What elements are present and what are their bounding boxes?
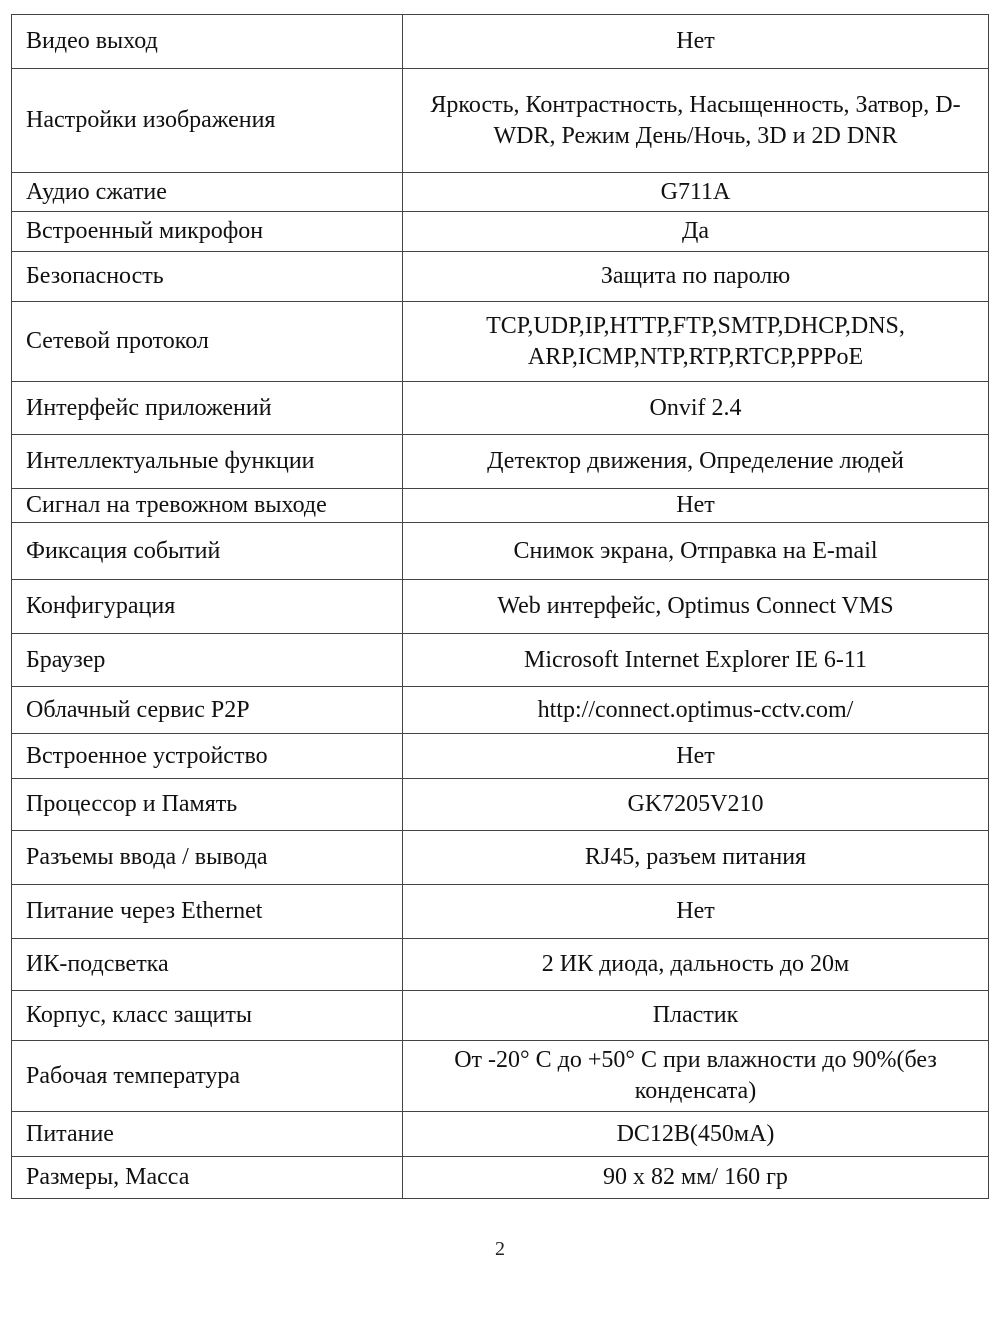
spec-value: 90 х 82 мм/ 160 гр [403, 1157, 989, 1199]
spec-value: Нет [403, 734, 989, 779]
spec-label: Питание через Ethernet [12, 885, 403, 939]
spec-value: Снимок экрана, Отправка на E-mail [403, 523, 989, 580]
spec-value: Нет [403, 885, 989, 939]
table-row [12, 831, 989, 885]
table-row [12, 382, 989, 435]
spec-value: От -20° С до +50° С при влажности до 90%(без конденсата) [403, 1041, 989, 1112]
table-row [12, 687, 989, 734]
spec-value: RJ45, разъем питания [403, 831, 989, 885]
table-row [12, 173, 989, 212]
spec-value: Нет [403, 15, 989, 69]
spec-label: Облачный сервис P2P [12, 687, 403, 734]
table-row [12, 435, 989, 489]
spec-value: http://connect.optimus-cctv.com/ [403, 687, 989, 734]
table-row [12, 1157, 989, 1199]
spec-value: G711A [403, 173, 989, 212]
spec-label: Фиксация событий [12, 523, 403, 580]
spec-label: Рабочая температура [12, 1041, 403, 1112]
spec-label: Интеллектуальные функции [12, 435, 403, 489]
spec-value: 2 ИК диода, дальность до 20м [403, 939, 989, 991]
spec-value: Microsoft Internet Explorer IE 6-11 [403, 634, 989, 687]
table-row [12, 302, 989, 382]
spec-label: Браузер [12, 634, 403, 687]
spec-label: Корпус, класс защиты [12, 991, 403, 1041]
table-row [12, 580, 989, 634]
spec-value: Пластик [403, 991, 989, 1041]
spec-label: Видео выход [12, 15, 403, 69]
spec-label: Размеры, Масса [12, 1157, 403, 1199]
table-row [12, 15, 989, 69]
table-row [12, 489, 989, 523]
spec-value: Web интерфейс, Optimus Connect VMS [403, 580, 989, 634]
spec-label: Процессор и Память [12, 779, 403, 831]
spec-label: ИК-подсветка [12, 939, 403, 991]
spec-value: Яркость, Контрастность, Насыщенность, Затвор, D-WDR, Режим День/Ночь, 3D и 2D DNR [403, 69, 989, 173]
page-number: 2 [495, 1238, 505, 1260]
spec-value: Нет [403, 489, 989, 523]
spec-label: Встроенное устройство [12, 734, 403, 779]
table-row [12, 634, 989, 687]
spec-value: TCP,UDP,IP,HTTP,FTP,SMTP,DHCP,DNS, ARP,ICMP,NTP,RTP,RTCP,PPPoE [403, 302, 989, 382]
spec-label: Безопасность [12, 252, 403, 302]
spec-value: DC12В(450мА) [403, 1112, 989, 1157]
spec-label: Настройки изображения [12, 69, 403, 173]
spec-value: Детектор движения, Определение людей [403, 435, 989, 489]
spec-label: Встроенный микрофон [12, 212, 403, 252]
table-row [12, 885, 989, 939]
spec-value: Защита по паролю [403, 252, 989, 302]
spec-value: Onvif 2.4 [403, 382, 989, 435]
spec-value: Да [403, 212, 989, 252]
spec-label: Питание [12, 1112, 403, 1157]
spec-label: Интерфейс приложений [12, 382, 403, 435]
table-row [12, 734, 989, 779]
table-row [12, 252, 989, 302]
table-row [12, 1112, 989, 1157]
table-row [12, 69, 989, 173]
spec-label: Аудио сжатие [12, 173, 403, 212]
specifications-table [11, 14, 989, 1199]
table-row [12, 991, 989, 1041]
table-row [12, 939, 989, 991]
spec-value: GK7205V210 [403, 779, 989, 831]
table-row [12, 212, 989, 252]
table-row [12, 1041, 989, 1112]
spec-label: Конфигурация [12, 580, 403, 634]
spec-label: Сигнал на тревожном выходе [12, 489, 403, 523]
table-row [12, 779, 989, 831]
table-row [12, 523, 989, 580]
spec-label: Сетевой протокол [12, 302, 403, 382]
spec-label: Разъемы ввода / вывода [12, 831, 403, 885]
